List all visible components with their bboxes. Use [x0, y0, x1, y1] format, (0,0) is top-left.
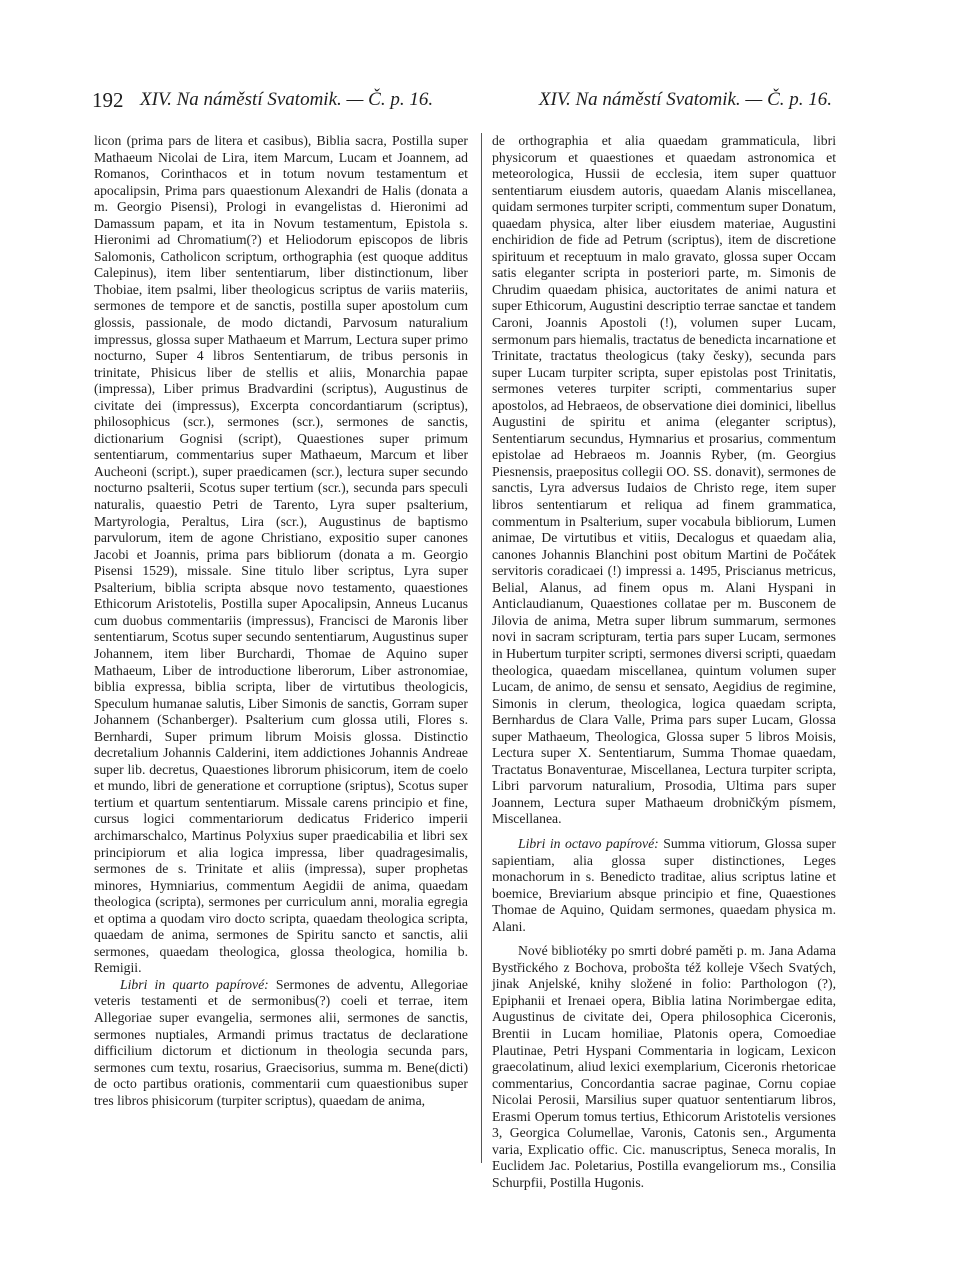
octavo-heading: Libri in octavo papírové:: [518, 835, 659, 851]
running-header: [92, 88, 832, 118]
octavo-text: Summa vitiorum, Glossa super sapientiam, alia glossa super distinctiones, Leges monachorum in s. Benedicto traditae, alius scriptus latine et boemice, Breviarium absque principio et fine, Quaestiones Thomae de Aquino, Quidam sermones, quaedam physica m. Alani.: [492, 835, 836, 934]
left-paragraph-quarto: [94, 977, 468, 1109]
column-divider: [481, 133, 482, 1163]
left-text-column: [94, 133, 468, 1109]
right-text-column: [492, 133, 836, 1191]
header-title-left: XIV. Na náměstí Svatomik. — Č. p. 16.: [140, 89, 434, 110]
quarto-heading: Libri in quarto papírové:: [120, 976, 269, 992]
header-title-right: XIV. Na náměstí Svatomik. — Č. p. 16.: [538, 89, 832, 110]
left-paragraph-folio-continued: licon (prima pars de litera et casibus), Biblia sacra, Postilla super Mathaeum Nicolai de Lira, item Marcum, Lucam et Joannem, ad Romanos, Corinthacos et in totum novum testamentum et apocalipsin, Prima pars quaestionum Alexandri de Halis (donata a m. Georgio Pisensi), Prologi in evangelistas d. Hieronimi ad Damassum papam, et ita in Novum testamentum, Epistola s. Hieronimi ad Chromatium(?) et Heliodorum episcopos de libris Salomonis, Catholicon scriptum, orthographia (est quoque additus Calepinus), item liber sententiarum, liber distinctionum, liber Thobiae, item psalmi, liber theologicus scriptus de variis materiis, sermones de tempore et de sanctis, postilla super apostolum cum glossis, passionale, de modo dictandi, Parvosum naturalium impressus, glossa super Mathaeum et Marrum, Lectura super primo nocturno, Super 4 libros Sententiarum, de tribus personis in trinitate, Phisicus liber de stellis et aliis, Monarchia papae (impressa), Liber primus Bradvardini (scriptus), Augustinus de civitate dei (impressus), Excerpta concordantiarum (scriptus), philosophicus (scr.), sermones (scr.), sermones de sanctis, dictionarium Gognisi (script), Quaestiones super primum sententiarum, commentarius super Mathaeum, Marcum et liber Aucheoni (script.), super praedicamen (scr.), lectura super secundo nocturno psalterii, Scotus super tertium (scr.), secunda pars speculi naturalis, quaestio Petri de Tarento, Lyra super psalterium, Martyrologia, Peraltus, Lira (scr.), Augustinus de baptismo parvulorum, item de agone Christiano, expositio super canones Jacobi et Joannis, prima pars bibliorum (donata a m. Georgio Pisensi 1529), missale. Sine titulo liber scriptus, Lyra super Psalterium, biblia scripta absque novo testamento, quaestiones Ethicorum Aristotelis, Postilla super Apocalipsin, Anneus Lucanus cum duobus commentariis (impressus), Francisci de Maronis liber sententiarum, Scotus super secundo sententiarum, Augustinus super Johannem, item liber Burchardi, Thomae de Aquino super Mathaeum, Liber de introductione liberorum, Liber astronomiae, biblia expressa, biblia scripta, liber de virtutibus theologicis, Speculum humanae salutis, Liber Simonis de sanctis, Gorram super Johannem (Schanberger). Psalterium cum glossa utili, Flores s. Bernhardi, Super primum librum Moisis glossa. Distinctio decretalium Johannis Calderini, item addictiones Johannis Andreae super lib. decretus, Quaestiones librorum phisicorum, item de coelo et mundo, libri de generatione et corruptione (sriptus), Scotus super tertium et quartum sententiarum. Missale carens principio et fine, cursus logici commentariorum dedicatus Friderico imperii archimarschalco, Martinus Polyxius super praedicabilia et libri sex principiorum et alia logica impressa, liber quadragesimalis, sermones de s. Trinitate et aliis (impressa), super prophetas minores, Hymniarius, commentum Aegidii de anima, quaedam theologica (scripta), sermones per curriculum anni, moralia egregia et optima a quodam viro docto scripta, quaedam theologica scripta, quaedam de anima, sermones de Spiritu sancto et sanctis, alii sermones, quaedam theologica, glossa theologica, homilia b. Remigii.: [94, 133, 468, 976]
page-number: 192: [92, 88, 124, 112]
right-paragraph-new-library: Nové bibliotéky po smrti dobré paměti p. m. Jana Adama Bystřického z Bochova, probošta též kolleje Všech Svatých, jinak Anjelské, knihy složené in folio: Parthologon (?), Epiphanii et Irenaei opera, Biblia latina Norimbergae edita, Augustinus de civitate dei, Opera philosophica Ciceronis, Brentii in Lucam homiliae, Platonis opera, Comoediae Plautinae, Petri Hyspani Commentaria in logicam, Lexicon graecolatinum, aliud lexici exemplarium, Ciceronis rhetoricae commentarius, Concordantia sacrae paginae, Cornu copiae Nicolai Perosii, Marsilius super quatuor sententiarum libros, Erasmi Operum tomus tertius, Ethicorum Aristotelis versiones 3, Georgica Columellae, Varonis, Catonis sen., Argumenta varia, Explicatio offic. Cic. manuscriptus, Seneca moralis, In Euclidem Jac. Poletarius, Postilla evangeliorum ms., Consilia Schurpfii, Postilla Hugonis.: [492, 943, 836, 1190]
quarto-text: Sermones de adventu, Allegoriae veteris testamenti et de sermonibus(?) coeli et terrae, item Allegoriae super evangelia, sermones alii, sermones de sanctis, sermones nuptiales, Armandi primus tractatus de declaratione difficilium dictorum et dictionum in theologia secunda pars, sermones cum textu, rosarius, Graecisorius, summa m. Bene(dicti) de octo partibus orationis, commentarii cum quaestionibus super tres libros phisicorum (turpiter scriptus), quaedam de anima,: [94, 976, 468, 1108]
right-paragraph-quarto-continued: de orthographia et alia quaedam grammaticula, libri physicorum et quaestiones et quaedam astronomica et meteorologica, Hussii de ecclesia, item super quattuor sententiarum eiusdem autoris, quaedam Alanis miscellanea, quidam sermones turpiter scripti, commentum super Donatum, quaedam physica, alter liber eiusdem materiae, Augustini enchiridion de fide ad Petrum (scriptus), item de discretione spirituum et receptuum in malo gravato, glossa super Occam satis eleganter scripta in posteriori parte, m. Simonis de Chrudim quaedam phisica, auctoritates de animi natura et super Ethicorum, Augustini descriptio terrae sanctae et tandem Caroni, Joannis Apostoli (!), volumen super Lucam, sermonum pars hiemalis, tractatus de benedicta incarnatione et Trinitate, tractatus theologicus (taky česky), secunda pars super Lucam turpiter scripta, super epistolas post Trinitatis, sermones veteres turpiter scripti, commentarius super apostolos, ad Hebraeos, de observatione diei dominici, libellus Augustini de spiritu et anima (eleganter scriptus), Sententiarum secundus, Hymnarius et prosarius, commentum epistolae ad Hebraeos m. Joannis Ryber, (m. Georgius Piesnensis, praepositus collegii OO. SS. donavit), sermones de sanctis, Lyra adversus Iudaios de Christo rege, item super libros sententiarum et reliqua ad finem grammatica, commentum in Psalterium, super vocabula bibliorum, Lumen animae, De virtutibus et vitiis, Decalogus et quaedam alia, canones Johannis Blanchini post obitum Martini de Počátek servitoris coradicaei (!) impressi a. 1495, Priscianus metricus, Belial, Alanus, ad finem opus m. Alani Hyspani in Anticlaudianum, Quaestiones collatae per m. Busconem de Jilovia de anima, Metra super librum summarum, sermones novi in sacram scripturam, tertia pars super Lucam, sermones in Hubertum turpiter scripti, sermones diversi scripti, quaedam theologica, quaedam miscellanea, quintum volumen super Lucam, de animo, de sensu et sensato, Aegidius de regimine, Simonis in clerum, theologica, logica quaedam scripta, Bernhardus de Clara Valle, Prima pars super Lucam, Glossa super Mathaeum, Theologica, Glossa super 5 libros Moisis, Lectura super X. Sententiarum, Summa Thomae quaedam, Tractatus Bonaventurae, Miscellanea, Lectura turpiter scripta, Libri parvorum naturalium, Prosodia, Ultima pars super Joannem, Lectura super Mathaeum drobničkým písmem, Miscellanea.: [492, 133, 837, 827]
right-paragraph-octavo: [492, 836, 836, 935]
